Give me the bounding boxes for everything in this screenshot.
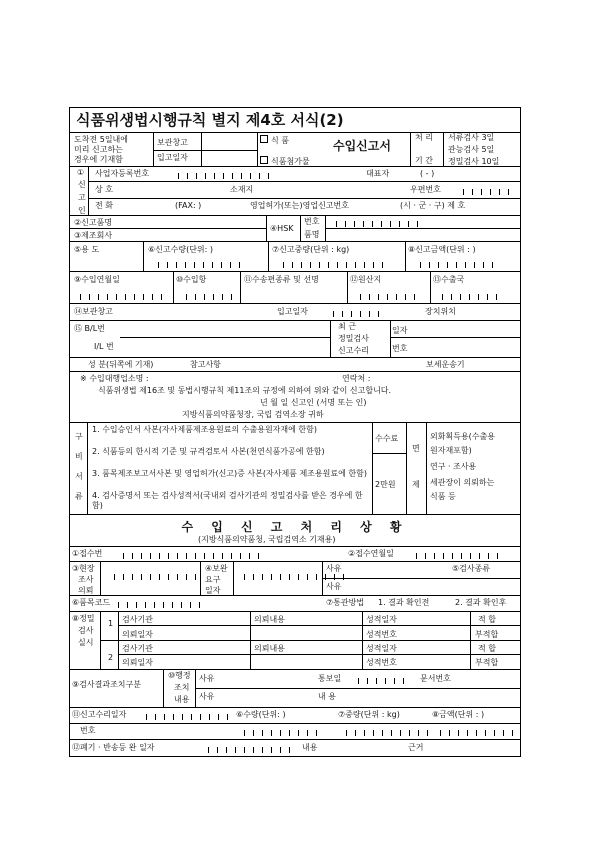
reason-label-1: 사유 (326, 564, 342, 573)
fax-field[interactable]: (FAX: ) (175, 201, 202, 210)
lab-2-result-number-label: 성적번호 (366, 658, 397, 667)
required-doc-2: 2. 식품등의 한시적 기준 및 규격검토서 사본(천연식품가공에 한함) (92, 447, 325, 456)
import-date-field[interactable] (72, 290, 162, 300)
action-content-label: 내 용 (318, 692, 336, 701)
reason-label-2: 사유 (326, 582, 342, 591)
amount-label: ⑧신고금액(단위 : ) (408, 245, 476, 254)
recent-accept-label: 신고수리 (338, 346, 369, 355)
admin-reason-label-1: 사유 (199, 674, 215, 683)
weight-field[interactable] (275, 258, 383, 268)
use-label: ⑤용 도 (74, 245, 100, 254)
form-title: 식품위생법시행규칙 별지 제4호 서식(2) (76, 111, 344, 129)
origin-label: ⑫원산지 (350, 275, 382, 284)
lab-1-pass[interactable]: 적 합 (478, 615, 496, 624)
accept-number-label: 번호 (80, 726, 96, 735)
recent-label: 최 근 (338, 322, 356, 331)
lab-1-request-date-label: 의뢰일자 (122, 630, 153, 639)
representative-id[interactable]: ( - ) (420, 169, 435, 178)
final-weight-label: ⑦중량(단위 : kg) (338, 710, 400, 719)
lab-2-fail[interactable]: 부적합 (475, 658, 499, 667)
food-checkbox-label[interactable]: 식 품 (260, 135, 289, 146)
import-declaration-form: 식품위생법시행규칙 별지 제4호 서식(2) 도착전 5일내에 미리 신고하는 경우에 기재함 보관창고 입고일자 식 품 식품첨가물 수입신고서 처 리 기 간 서류검사 3일 관능검사 5일 정밀검사 10일 ① 신 고 인 사업자등록번호 대표자 ( - ) 상 호 소재지 우편번호 전 화 (FAX: ) 영업허가(또는)영업신고번호 (시 · 군 · 구) 제 호 ②신고품명 ④HSK 번호 품명 ③제조회사 ⑤용 도 ⑥신고수량(단위: ) ⑦신고중량(단위 : kg) ⑧신고금액(단위 : ) ⑨수입연월일 ⑩수입항 ⑪수송편종류 및 선명 ⑫원산지 ⑬수출국 ⑭보관창고 입고일자 장치위치 ⑮ B/L번 I/L 번 최 근 정밀검사 신고수리 일자 번호 성 분(뒤쪽에 기재) 참고사항 보세운송기 ※ 수입대행업소명 : 연락처 : 식품위생법 제16조 및 동법시행규칙 제11조의 규정에 의하여 위와 같이 신고합니다. 년 월 일 신고인 (서명 또는 인) 지방식품의약품청장, 국립 검역소장 귀하 구 비 서 류 1. 수입승인서 사본(자사제품제조용원료의 수출용원자재에 한함) 2. 식품등의 한시적 기준 및 규격검토서 사본(천연식품가공에 한함) 3. 품목제조보고서사본 및 영업허가(신고)증 사본(자사제품 제조용원료에 한함) 4. 검사증명서 또는 검사성적서(국내외 검사기관의 정밀검사를 받은 경우에 한함) 수수료 2만원 면 제 외화획득용(수출용 원자재포함) 연구 · 조사용 세관장이 의뢰하는 식품 등 수 입 신 고 처 리 상 황 (지방식품의약품청, 국립검역소 기재용) ①접수번 ②접수연월일 ③현장 조사 의뢰 ④보완 요구 일자 사유 사유 ⑤검사종류 ⑥품목코드 ⑦통관방법 1. 결과 확인전 2. 결과 확인후 ⑧정밀 검사 실시 1 2 검사기관 의뢰일자 검사기관 의뢰일자 의뢰내용 의뢰내용 성적일자 성적번호 성적일자 성적번호 적 합 부적합 적 합 부적합 ⑨검사결과조치구분 ⑩행정 조치 내용 사유 사유 통보일 문서번호 내 용 ⑪신고수리일자 ⑥수량(단위: ) ⑦중량(단위 : kg) ⑧금액(단위 : ) 번호 ⑫폐기 · 반송등 완 일자 내용 근거 (69, 107, 521, 757)
final-quantity-field[interactable] (236, 726, 317, 736)
processing-period-label: 기 간 (415, 156, 433, 165)
item-code-field[interactable] (110, 598, 200, 608)
reference-label: 참고사항 (190, 360, 221, 369)
document-title: 수입신고서 (333, 139, 391, 153)
bonded-transport-label: 보세운송기 (426, 360, 465, 369)
phone-label: 전 화 (95, 201, 113, 210)
ingredients-label: 성 분(뒤쪽에 기재) (88, 360, 154, 369)
notice-date-label: 통보일 (318, 674, 342, 683)
processing-document: 서류검사 3일 (448, 133, 495, 142)
disposal-date-label: ⑫폐기 · 반송등 완 일자 (72, 743, 155, 752)
import-date-label: ⑨수입연월일 (74, 275, 120, 284)
recent-number-label: 번호 (392, 344, 408, 353)
result-action-label: ⑨검사결과조치구분 (72, 680, 141, 689)
accept-date-field[interactable] (138, 710, 228, 720)
lab-2-request-content-label: 의뢰내용 (254, 644, 285, 653)
final-amount-field[interactable] (432, 726, 513, 736)
postal-label: 우편번호 (410, 185, 441, 194)
postal-field[interactable] (455, 185, 509, 195)
business-number-label: 사업자등록번호 (95, 169, 150, 178)
required-doc-4: 4. 검사증명서 또는 검사성적서(국내외 검사기관의 정밀검사를 받은 경우에 한함) (92, 491, 363, 510)
license-label: 영업허가(또는)영업신고번호 (250, 201, 349, 210)
lab-2-pass[interactable]: 적 합 (478, 644, 496, 653)
quantity-label: ⑥신고수량(단위: ) (148, 245, 214, 254)
recent-date-label: 일자 (392, 326, 408, 335)
food-checkbox[interactable] (260, 135, 268, 143)
process-subtitle: (지방식품의약품청, 국립검역소 기재용) (198, 535, 336, 544)
agent-label: ※ 수입대행업소명 : (80, 374, 149, 383)
inspection-type-label: ⑤검사종류 (452, 564, 491, 573)
lab-1-label: 검사기관 (122, 615, 153, 624)
disposal-date-field[interactable] (200, 743, 290, 753)
warehouse-entry-label: 입고일자 (277, 307, 308, 316)
processing-precision: 정밀검사 10일 (448, 157, 500, 166)
process-title: 수 입 신 고 처 리 상 황 (181, 520, 409, 534)
contact-label: 연락처 : (342, 374, 371, 383)
product-name-label: ②신고품명 (74, 218, 113, 227)
declaration-recipient: 지방식품의약품청장, 국립 검역소장 귀하 (182, 410, 324, 419)
entry-date-label: 입고일자 (157, 153, 188, 162)
declaration-date[interactable]: 년 월 일 신고인 (서명 또는 인) (260, 398, 367, 407)
location-label: 장치위치 (425, 307, 456, 316)
clearance-method-label: ⑦통관방법 (326, 598, 365, 607)
fee-label: 수수료 (375, 434, 399, 443)
receipt-date-label: ②접수연월일 (348, 549, 394, 558)
warehouse-entry-field[interactable] (325, 307, 379, 317)
additive-checkbox[interactable] (260, 156, 268, 164)
il-label: I/L 번 (94, 342, 114, 351)
accept-date-label: ⑪신고수리일자 (72, 710, 127, 719)
doc-number-label: 문서번호 (420, 674, 451, 683)
declaration-body: 식품위생법 제16조 및 동법시행규칙 제11조의 규정에 의하여 위와 같이 신고합니다. (98, 386, 392, 395)
address-label: 소재지 (230, 185, 254, 194)
export-field[interactable] (434, 290, 497, 300)
pre-note-3: 경우에 기재함 (74, 155, 123, 164)
export-country-label: ⑬수출국 (433, 275, 465, 284)
required-doc-1: 1. 수입승인서 사본(자사제품제조용원료의 수출용원자재에 한함) (92, 425, 317, 434)
admin-reason-label-2: 사유 (199, 692, 215, 701)
origin-field[interactable] (352, 290, 415, 300)
company-label: 상 호 (95, 185, 113, 194)
storage-label: 보관창고 (157, 138, 188, 147)
final-weight-field[interactable] (338, 726, 428, 736)
final-quantity-label: ⑥수량(단위: ) (236, 710, 286, 719)
additive-checkbox-label[interactable]: 식품첨가물 (260, 156, 310, 167)
receipt-number-field[interactable] (115, 549, 259, 559)
business-number-field[interactable] (170, 169, 269, 179)
processing-label: 처 리 (415, 133, 433, 142)
item-code-label: ⑥품목코드 (72, 598, 111, 607)
notice-date-field[interactable] (350, 674, 404, 684)
weight-label: ⑦신고중량(단위 : kg) (272, 245, 350, 254)
lab-1-result-number-label: 성적번호 (366, 630, 397, 639)
maker-label: ③제조회사 (74, 231, 113, 240)
vessel-label: ⑪수송편종류 및 선명 (244, 275, 319, 284)
hsk-number-label: 번호 (304, 217, 320, 226)
clearance-before[interactable]: 1. 결과 확인전 (378, 598, 430, 607)
lab-1-request-content-label: 의뢰내용 (254, 615, 285, 624)
receipt-number-label: ①접수번 (72, 549, 103, 558)
lab-2-result-date-label: 성적일자 (366, 644, 397, 653)
exempt-label: 면 (412, 444, 420, 453)
required-doc-3: 3. 품목제조보고서사본 및 영업허가(신고)증 사본(자사제품 제조용원료에 한함) (92, 469, 367, 478)
bl-label: ⑮ B/L번 (74, 324, 105, 333)
hsk-item-label: 품명 (304, 230, 320, 239)
license-region[interactable]: (시 · 군 · 구) 제 호 (400, 201, 466, 210)
lab-2-request-date-label: 의뢰일자 (122, 658, 153, 667)
recent-precision-label: 정밀검사 (338, 334, 369, 343)
field-survey-field[interactable] (106, 570, 196, 580)
pre-note-1: 도착전 5일내에 (74, 135, 129, 144)
disposal-basis-label: 근거 (408, 743, 424, 752)
lab-1-result-date-label: 성적일자 (366, 615, 397, 624)
final-amount-label: ⑧금액(단위 : ) (432, 710, 485, 719)
receipt-date-field[interactable] (408, 549, 498, 559)
lab-1-fail[interactable]: 부적합 (475, 630, 499, 639)
warehouse-label: ⑭보관창고 (74, 307, 113, 316)
amount-field[interactable] (412, 258, 493, 268)
port-field[interactable] (178, 290, 232, 300)
hsk-label: ④HSK (270, 224, 294, 233)
lab-2-label: 검사기관 (122, 644, 153, 653)
hsk-number-field[interactable] (328, 217, 418, 227)
clearance-after[interactable]: 2. 결과 확인후 (455, 598, 507, 607)
fee-amount: 2만원 (375, 480, 396, 489)
pre-note-2: 미리 신고하는 (74, 145, 123, 154)
quantity-field[interactable] (150, 258, 240, 268)
port-label: ⑩수입항 (176, 275, 207, 284)
disposal-content-label: 내용 (302, 743, 318, 752)
processing-sensory: 관능검사 5일 (448, 145, 495, 154)
exempt-label-2: 제 (412, 480, 420, 489)
representative-label: 대표자 (366, 169, 390, 178)
